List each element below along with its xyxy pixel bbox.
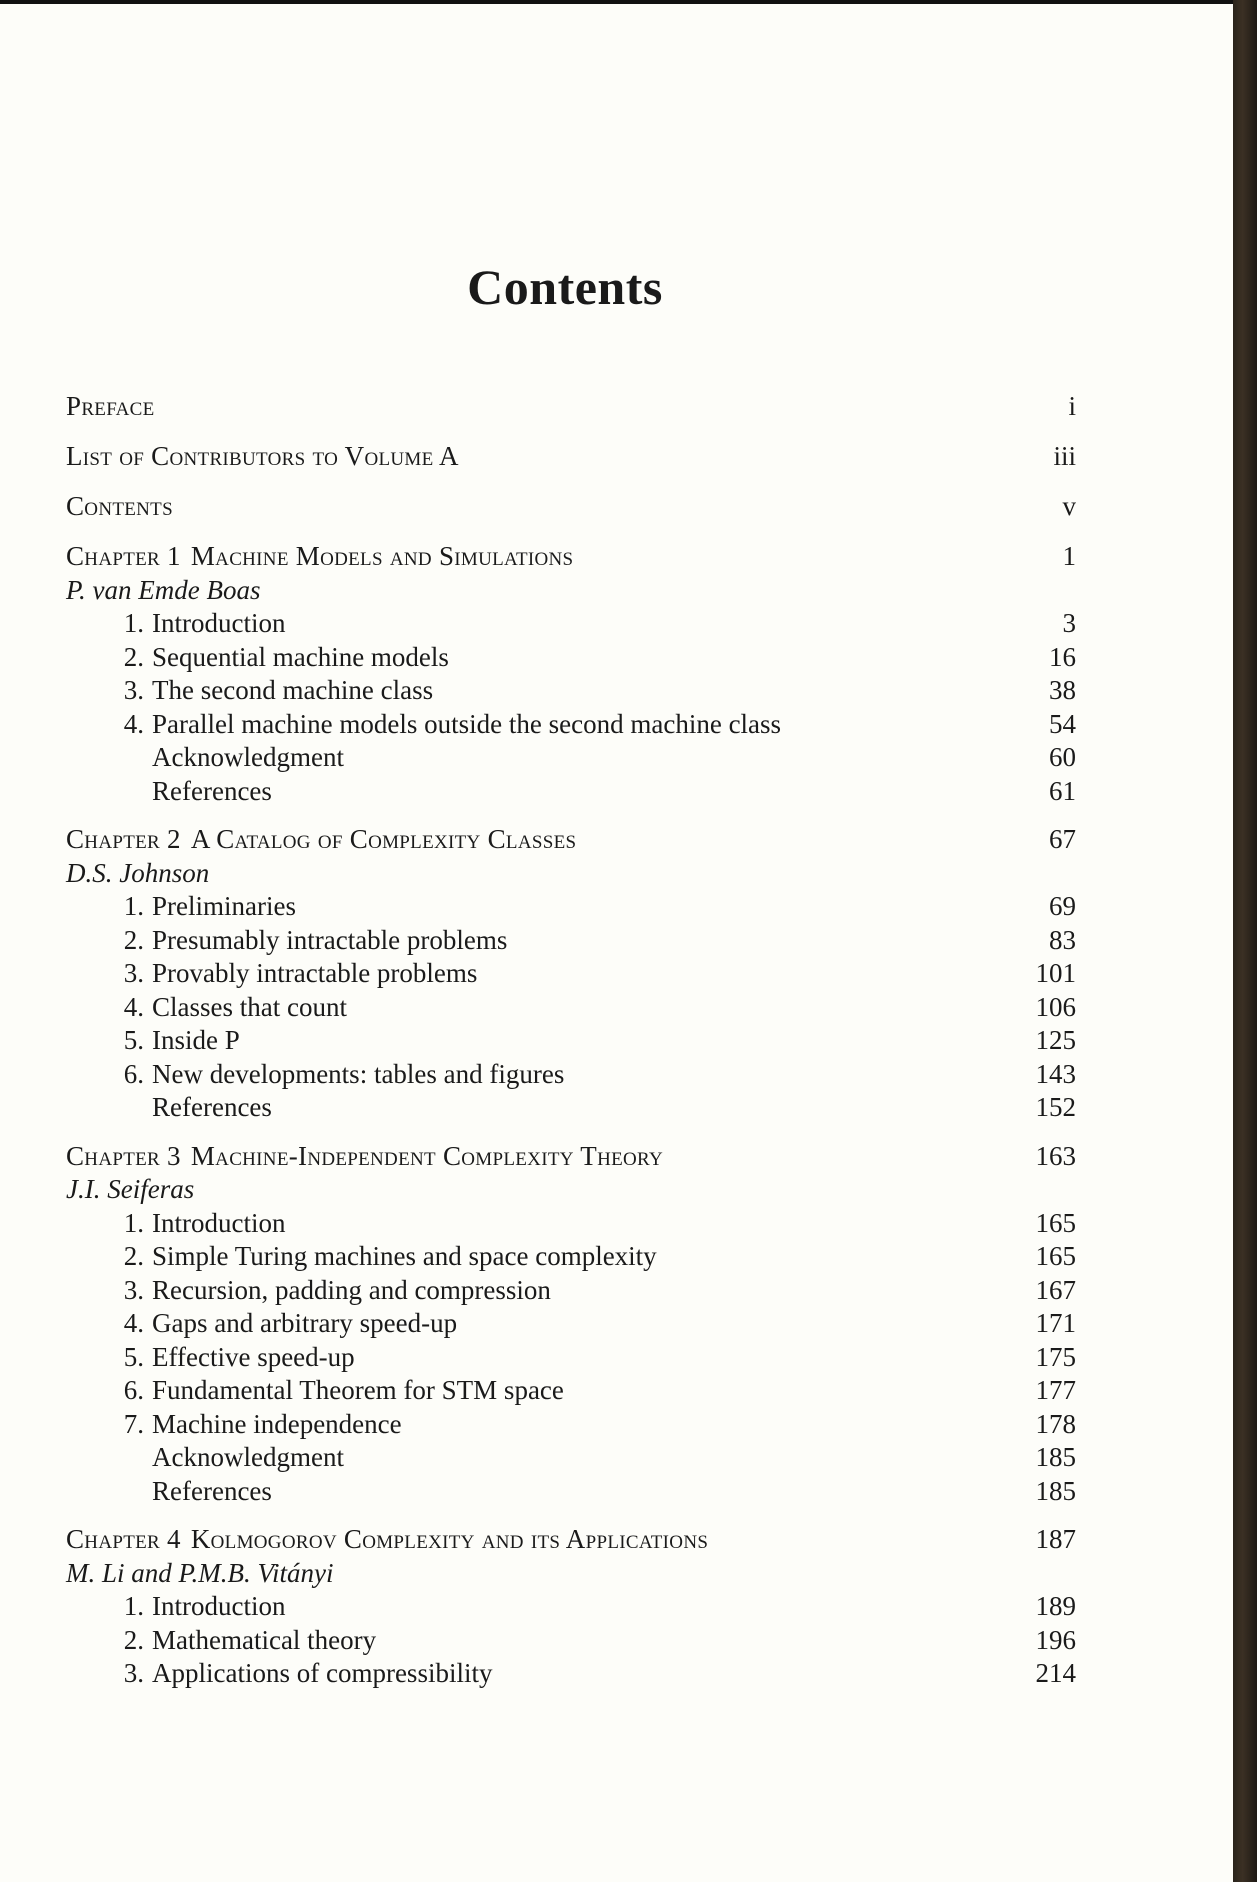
- page-number: 1: [1062, 541, 1076, 571]
- toc-section-label: [108, 1206, 285, 1240]
- page-number: 38: [1049, 675, 1076, 705]
- page-number: 177: [1035, 1375, 1076, 1405]
- section-title: References: [152, 1092, 272, 1122]
- toc-section[interactable]: [66, 1407, 1076, 1441]
- toc-section-label: [108, 606, 285, 640]
- page-number: 125: [1035, 1025, 1076, 1055]
- toc-chapter-author[interactable]: [66, 1172, 1076, 1206]
- section-number: 3.: [123, 1274, 144, 1305]
- section-number: 2.: [123, 924, 144, 955]
- chapter-title: Kolmogorov Complexity and its Applications: [190, 1524, 709, 1554]
- section-number: 2.: [123, 641, 144, 672]
- toc-chapter-author[interactable]: [66, 1556, 1076, 1590]
- toc-chapter-3-label: [66, 1139, 663, 1173]
- chapter-title: A Catalog of Complexity Classes: [190, 824, 577, 854]
- toc-section-label: [108, 990, 347, 1024]
- toc-section[interactable]: [66, 774, 1076, 808]
- section-title: Machine independence: [152, 1408, 402, 1439]
- toc-chapter-3[interactable]: [66, 1139, 1076, 1173]
- section-title: References: [152, 775, 272, 806]
- page-number: 143: [1035, 1058, 1076, 1089]
- toc-front-matter-0-label: Preface: [66, 391, 155, 421]
- section-title: Introduction: [152, 1207, 286, 1238]
- chapter-title: Machine Models and Simulations: [190, 541, 574, 571]
- section-number: 6.: [123, 1058, 144, 1089]
- toc-section[interactable]: [66, 673, 1076, 707]
- section-title: Inside P: [152, 1025, 240, 1055]
- section-number: 3.: [123, 675, 144, 705]
- section-number: 2.: [123, 1241, 144, 1271]
- toc-front-matter-0[interactable]: [66, 389, 1076, 423]
- toc-section[interactable]: [66, 1057, 1076, 1091]
- section-number: 4.: [123, 708, 144, 739]
- chapter-number: Chapter 2: [66, 824, 181, 854]
- page-number: iii: [1053, 441, 1076, 471]
- toc-section[interactable]: [66, 1589, 1076, 1623]
- section-title: Introduction: [152, 608, 286, 638]
- toc-section[interactable]: [66, 1090, 1076, 1124]
- page-number: 3: [1062, 608, 1076, 638]
- page-number: 214: [1035, 1658, 1076, 1688]
- page-number: 69: [1049, 891, 1076, 921]
- toc-section[interactable]: [66, 889, 1076, 923]
- toc-section-label: [108, 1373, 564, 1407]
- section-title: Simple Turing machines and space complexity: [152, 1241, 657, 1271]
- toc-chapter-author-label: J.I. Seiferas: [66, 1174, 195, 1204]
- page-number: 178: [1035, 1408, 1076, 1439]
- toc-section[interactable]: [66, 740, 1076, 774]
- chapter-number: Chapter 4: [66, 1524, 181, 1554]
- toc-section[interactable]: [66, 1273, 1076, 1307]
- page-number: 67: [1049, 824, 1076, 854]
- section-title: The second machine class: [152, 675, 434, 705]
- toc-section[interactable]: [66, 640, 1076, 674]
- section-number: 1.: [123, 1591, 144, 1621]
- toc-chapter-4-label: [66, 1522, 708, 1556]
- toc-chapter-author[interactable]: [66, 573, 1076, 607]
- toc-section[interactable]: [66, 606, 1076, 640]
- page-number: 185: [1035, 1475, 1076, 1506]
- section-title: Introduction: [152, 1591, 286, 1621]
- page-number: 106: [1035, 991, 1076, 1022]
- toc-chapter-1[interactable]: [66, 539, 1076, 573]
- toc-section-label: [108, 707, 781, 741]
- section-title: Recursion, padding and compression: [152, 1274, 551, 1305]
- toc-front-matter-1[interactable]: [66, 439, 1076, 473]
- page-number: 83: [1049, 924, 1076, 955]
- toc-chapter-1-label: [66, 539, 573, 573]
- toc-section[interactable]: [66, 1206, 1076, 1240]
- page-number: 54: [1049, 708, 1076, 739]
- toc-chapter-2[interactable]: [66, 822, 1076, 856]
- book-page: [0, 4, 1233, 1882]
- page-number: i: [1068, 391, 1076, 421]
- toc-chapter-2-label: [66, 822, 576, 856]
- section-title: References: [152, 1475, 272, 1506]
- toc-section[interactable]: [66, 1373, 1076, 1407]
- section-title: Sequential machine models: [152, 641, 449, 672]
- page-number: 165: [1035, 1207, 1076, 1238]
- section-title: Preliminaries: [152, 891, 296, 921]
- toc-section-label: [108, 1306, 457, 1340]
- toc-section-label: [108, 956, 477, 990]
- toc-section[interactable]: [66, 1656, 1076, 1690]
- toc-section-label: [108, 740, 344, 774]
- page-number: 196: [1035, 1624, 1076, 1655]
- toc-section-label: [108, 1239, 657, 1273]
- page-number: 167: [1035, 1274, 1076, 1305]
- page-number: 163: [1035, 1140, 1076, 1171]
- page-number: 61: [1049, 775, 1076, 806]
- section-number: 5.: [123, 1341, 144, 1372]
- section-number: 1.: [123, 1207, 144, 1238]
- section-title: Classes that count: [152, 991, 347, 1022]
- toc-section[interactable]: [66, 1340, 1076, 1374]
- toc-section-label: [108, 1340, 355, 1374]
- section-number: 3.: [123, 958, 144, 988]
- toc-section-label: [108, 774, 272, 808]
- toc-section-label: [108, 1623, 376, 1657]
- section-number: 4.: [123, 1308, 144, 1338]
- toc-section-label: [108, 1023, 240, 1057]
- toc-section-label: [108, 1090, 272, 1124]
- section-title: Presumably intractable problems: [152, 924, 508, 955]
- toc-section[interactable]: [66, 1023, 1076, 1057]
- toc-section[interactable]: [66, 923, 1076, 957]
- page-number: 187: [1035, 1524, 1076, 1554]
- page-number: 171: [1035, 1308, 1076, 1338]
- book-spine-edge: [1233, 0, 1257, 1882]
- section-number: 2.: [123, 1624, 144, 1655]
- toc-section[interactable]: [66, 1306, 1076, 1340]
- toc-section[interactable]: [66, 1623, 1076, 1657]
- toc-section[interactable]: [66, 956, 1076, 990]
- section-number: 7.: [123, 1408, 144, 1439]
- section-title: Mathematical theory: [152, 1624, 377, 1655]
- toc-section-label: [108, 1407, 402, 1441]
- section-title: Applications of compressibility: [152, 1658, 493, 1688]
- section-title: New developments: tables and figures: [152, 1058, 565, 1089]
- section-number: 6.: [123, 1375, 144, 1405]
- toc-section-label: [108, 1474, 272, 1508]
- chapter-number: Chapter 3: [66, 1140, 181, 1171]
- toc-chapter-author-label: M. Li and P.M.B. Vitányi: [66, 1557, 334, 1588]
- toc-section[interactable]: [66, 1440, 1076, 1474]
- toc-front-matter-2[interactable]: [66, 489, 1076, 523]
- toc-section-label: [108, 673, 433, 707]
- page-number: 16: [1049, 641, 1076, 672]
- toc-section[interactable]: [66, 707, 1076, 741]
- page-title: Contents: [467, 259, 663, 315]
- section-number: 4.: [123, 991, 144, 1022]
- toc-section-label: [108, 1440, 344, 1474]
- section-title: Parallel machine models outside the second machine class: [152, 708, 782, 739]
- section-title: Gaps and arbitrary speed-up: [152, 1308, 458, 1338]
- chapter-title: Machine-Independent Complexity Theory: [190, 1140, 663, 1171]
- toc-section-label: [108, 889, 296, 923]
- chapter-number: Chapter 1: [66, 541, 181, 571]
- toc-section[interactable]: [66, 1239, 1076, 1273]
- section-title: Effective speed-up: [152, 1341, 355, 1372]
- toc-chapter-4[interactable]: [66, 1522, 1076, 1556]
- toc-chapter-author-label: D.S. Johnson: [66, 857, 210, 888]
- section-title: Acknowledgment: [152, 1442, 344, 1472]
- toc-chapter-author[interactable]: [66, 856, 1076, 890]
- toc-section-label: [108, 1057, 564, 1091]
- section-number: 5.: [123, 1025, 144, 1055]
- toc-section[interactable]: [66, 990, 1076, 1024]
- table-of-contents: [0, 4, 1233, 1882]
- page-number: 152: [1035, 1092, 1076, 1122]
- section-number: 1.: [123, 608, 144, 638]
- page-number: 189: [1035, 1591, 1076, 1621]
- toc-section-label: [108, 1656, 492, 1690]
- page-number: 185: [1035, 1442, 1076, 1472]
- toc-section-label: [108, 923, 507, 957]
- toc-chapter-author-label: P. van Emde Boas: [66, 574, 261, 605]
- toc-section-label: [108, 1589, 285, 1623]
- toc-section[interactable]: [66, 1474, 1076, 1508]
- page-number: 60: [1049, 742, 1076, 772]
- page-number: 175: [1035, 1341, 1076, 1372]
- page-number: 101: [1035, 958, 1076, 988]
- section-number: 3.: [123, 1658, 144, 1688]
- section-title: Fundamental Theorem for STM space: [152, 1375, 564, 1405]
- toc-front-matter-1-label: List of Contributors to Volume A: [66, 441, 459, 471]
- toc-section-label: [108, 1273, 551, 1307]
- toc-front-matter-2-label: Contents: [66, 491, 173, 521]
- page-number: 165: [1035, 1241, 1076, 1271]
- section-title: Acknowledgment: [152, 742, 344, 772]
- toc-section-label: [108, 640, 449, 674]
- section-number: 1.: [123, 891, 144, 921]
- section-title: Provably intractable problems: [152, 958, 478, 988]
- page-number: v: [1062, 491, 1076, 521]
